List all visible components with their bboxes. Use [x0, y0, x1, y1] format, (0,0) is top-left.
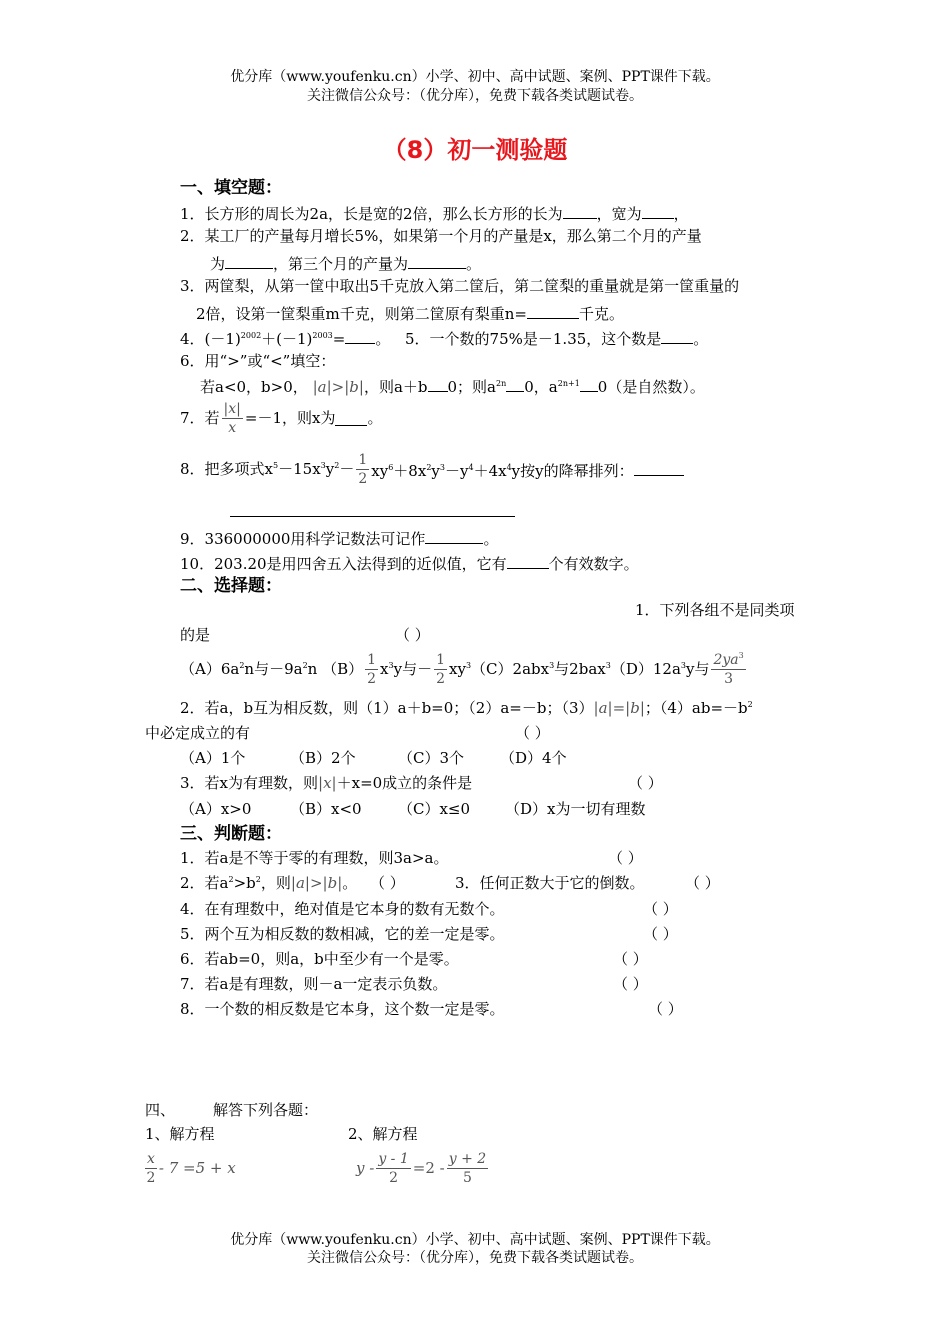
judge-q3-paren: （ ）: [685, 874, 720, 892]
fill-q2-cont: 为 ，第三个月的产量为 。: [210, 255, 482, 273]
choice-q1-cont: 的是: [180, 626, 211, 644]
header-line-2: 关注微信公众号：（优分库），免费下载各类试题试卷。: [307, 88, 643, 104]
one-half-fraction: $\frac{1}{2}$: [358, 452, 368, 487]
section-solve-heading: 解答下列各题：: [213, 1101, 319, 1119]
judge-q1: 1．若a是不等于零的有理数，则3a>a。: [180, 849, 449, 867]
judge-q8: 8．一个数的相反数是它本身，这个数一定是零。: [180, 1000, 505, 1018]
choice-q2-option-c: （C）3个: [398, 749, 465, 767]
choice-q2-option-a: （A）1个: [180, 749, 246, 767]
fill-q8: 8．把多项式$x^5-15x^3y^2-$ $\frac{1}{2}$ $xy^6+8x^2y^3-y^4+4x^4y$按y的降幂排列：: [180, 453, 684, 486]
choice-q2-option-d: （D）4个: [500, 749, 567, 767]
choice-q1: 1．下列各组不是同类项: [635, 601, 795, 619]
judge-q2-paren: （ ）: [370, 874, 405, 892]
fill-q6: 6．用“>”或“<”填空：: [180, 352, 336, 370]
fill-q7: 7．若 $\frac{|x|}{x}$ =－1，则x为 。: [180, 401, 383, 436]
fill-q3-cont: 2倍，设第一筐梨重m千克，则第二筐原有梨重n= 千克。: [196, 305, 625, 323]
choice-q2: 2．若a，b互为相反数，则（1）a＋b=0；（2）a=－b；（3）|a|=|b|；$(4)ab=-b^2$: [180, 699, 753, 717]
fill-q6-cont: 若a<0，b>0， |a|>|b|，则a＋b 0；则$a^{2n}$ 0，$a^{2n+1}$ 0（是自然数）。: [200, 378, 705, 396]
problem-2-label: 2、解方程: [348, 1125, 418, 1143]
choice-q3-option-d: （D）x为一切有理数: [505, 800, 646, 818]
problem-1-label: 1、解方程: [145, 1125, 215, 1143]
judge-q2: 2．若$a^2>b^2$，则|a|>|b|。: [180, 874, 358, 892]
fill-q8-answer-line: [230, 505, 515, 520]
judge-q6: 6．若ab=0，则a，b中至少有一个是零。: [180, 950, 459, 968]
fill-q1: 1．长方形的周长为2a，长是宽的2倍，那么长方形的长为 ，宽为 ，: [180, 205, 689, 223]
section-choice-heading: 二、选择题：: [180, 576, 282, 596]
choice-q2-cont: 中必定成立的有: [145, 724, 251, 742]
choice-q3: 3．若x为有理数，则|x|＋x=0成立的条件是: [180, 774, 473, 792]
fill-q4: 4．$(-1)^{2002}+(-1)^{2003}=$ 。: [180, 330, 391, 348]
choice-q3-option-b: （B）x<0: [290, 800, 362, 818]
header-line-1: 优分库（www.youfenku.cn）小学、初中、高中试题、案例、PPT课件下载。: [230, 69, 720, 85]
section-fill-blank-heading: 一、填空题：: [180, 178, 282, 198]
equation-2: y - $\frac{y - 1}{2}$ =2 - $\frac{y + 2}{5}$: [356, 1151, 487, 1186]
fill-q5: 5．一个数的75%是－1.35，这个数是 。: [405, 330, 709, 348]
choice-q1-options: $(A)6a^2n$与$-9a^2n$ （B） $\frac{1}{2}$ $x^3y$与－ $\frac{1}{2}$ $xy^3(C)2abx^3$与$2bax^3(D)12a^3y$与 $\frac{2ya^3}{3}$: [180, 651, 744, 687]
fill-q3: 3．两筐梨，从第一筐中取出5千克放入第二筐后，第二筐梨的重量就是第一筐重量的: [180, 277, 740, 295]
footer-line-1: 优分库（www.youfenku.cn）小学、初中、高中试题、案例、PPT课件下载。: [230, 1232, 720, 1248]
judge-q7: 7．若a是有理数，则－a一定表示负数。: [180, 975, 448, 993]
choice-q2-paren: （ ）: [515, 724, 550, 742]
fraction-b2: $\frac{1}{2}$: [436, 652, 446, 687]
section-solve-number: 四、: [145, 1101, 176, 1119]
footer-line-2: 关注微信公众号：（优分库），免费下载各类试题试卷。: [307, 1250, 643, 1266]
fraction-b1: $\frac{1}{2}$: [367, 652, 377, 687]
judge-q8-paren: （ ）: [648, 1000, 683, 1018]
fill-q2: 2．某工厂的产量每月增长5%，如果第一个月的产量是x，那么第二个月的产量: [180, 227, 702, 245]
equation-1: $\frac{x}{2}$ - 7 =5 + x: [146, 1151, 236, 1186]
choice-q2-option-b: （B）2个: [290, 749, 356, 767]
judge-q5-paren: （ ）: [643, 925, 678, 943]
judge-q5: 5．两个互为相反数的数相减，它的差一定是零。: [180, 925, 505, 943]
fill-q9: 9．336000000用科学记数法可记作 。: [180, 530, 499, 548]
fraction-d: $\frac{2ya^3}{3}$: [713, 651, 744, 687]
judge-q4-paren: （ ）: [643, 900, 678, 918]
fill-q10: 10．203.20是用四舍五入法得到的近似值，它有 个有效数字。: [180, 555, 639, 573]
section-judge-heading: 三、判断题：: [180, 824, 282, 844]
choice-q1-paren: （ ）: [395, 626, 430, 644]
choice-q3-option-a: （A）x>0: [180, 800, 252, 818]
choice-q3-paren: （ ）: [628, 774, 663, 792]
judge-q6-paren: （ ）: [613, 950, 648, 968]
abs-x-over-x-fraction: $\frac{|x|}{x}$: [223, 401, 241, 436]
page-title: （8）初一测验题: [382, 136, 568, 164]
choice-q3-option-c: （C）x≤0: [398, 800, 471, 818]
judge-q4: 4．在有理数中，绝对值是它本身的数有无数个。: [180, 900, 505, 918]
judge-q3: 3．任何正数大于它的倒数。: [455, 874, 645, 892]
judge-q7-paren: （ ）: [613, 975, 648, 993]
judge-q1-paren: （ ）: [608, 849, 643, 867]
